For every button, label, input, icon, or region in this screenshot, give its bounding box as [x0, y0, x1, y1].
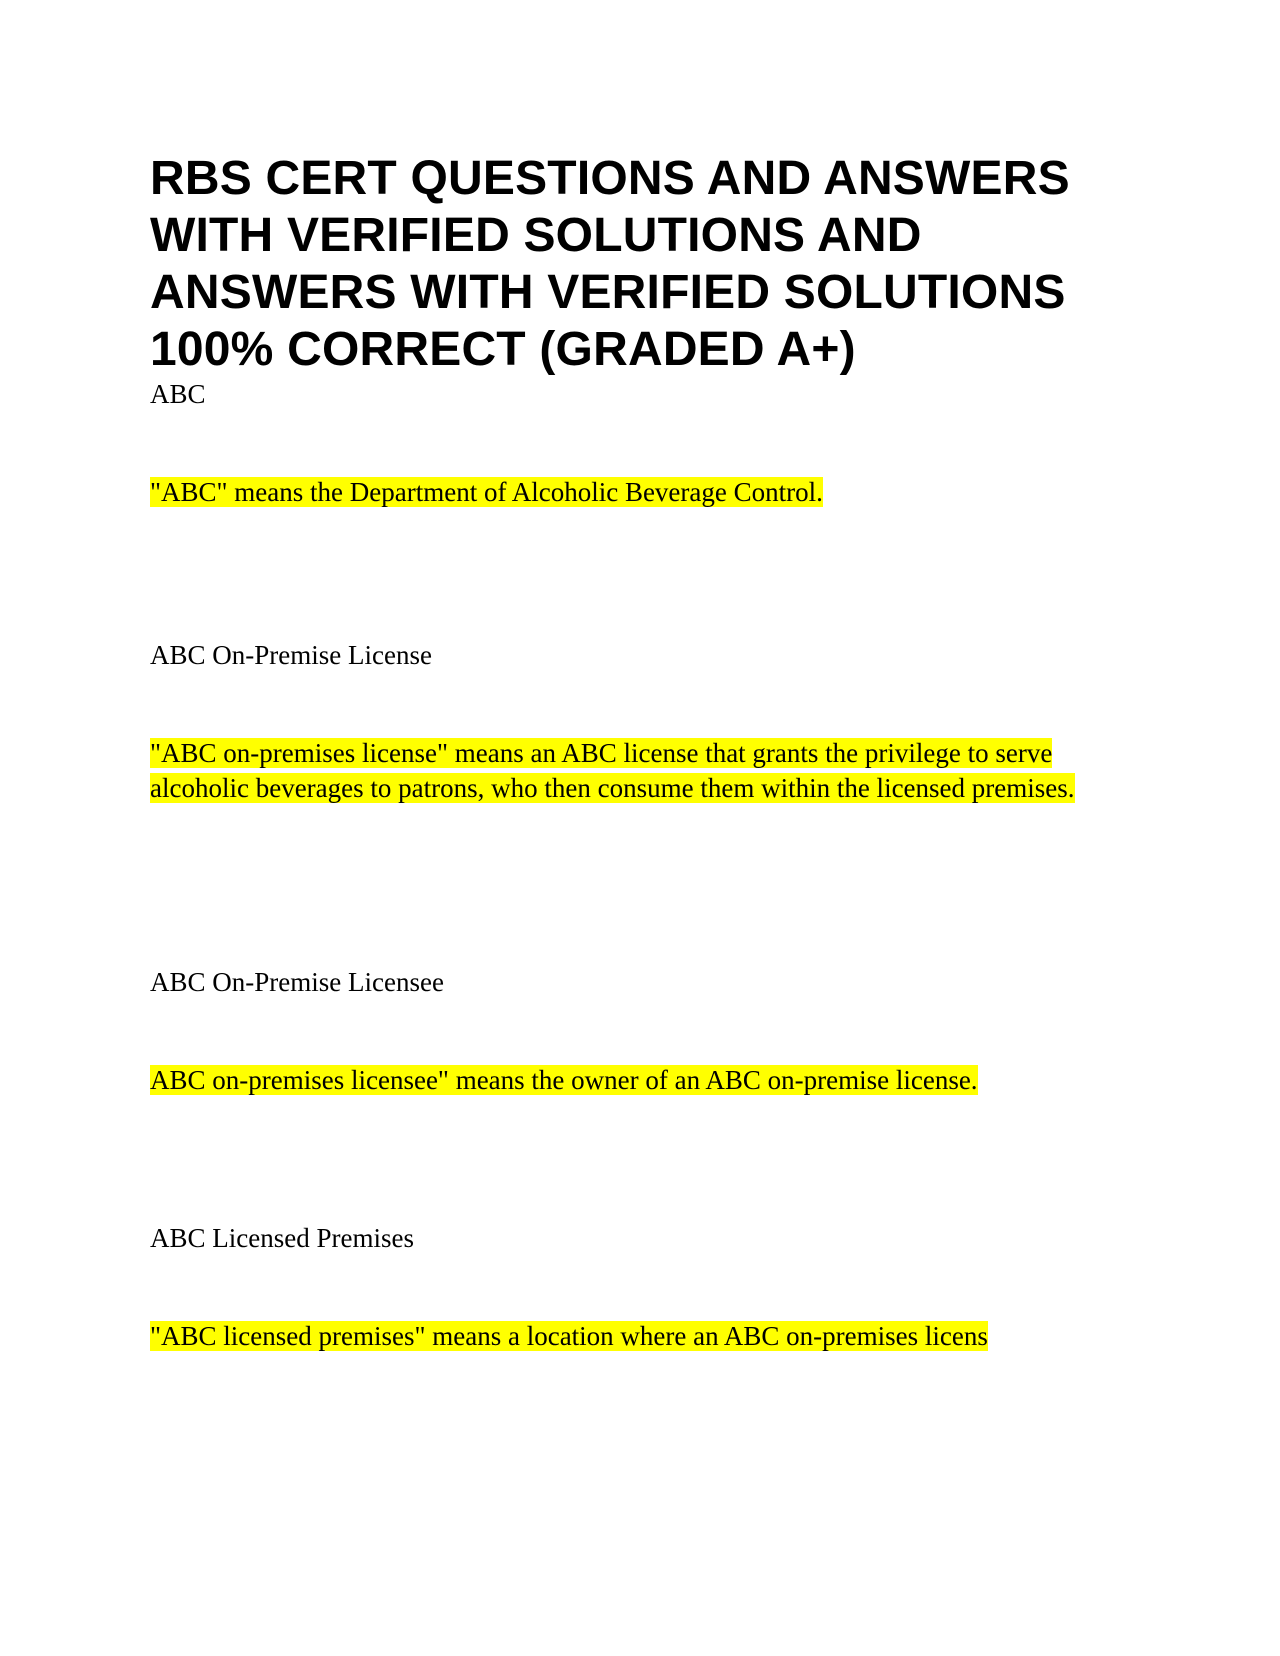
term-abc-on-premise-licensee: ABC On-Premise Licensee	[150, 967, 444, 997]
definition-abc-on-premise-license	[150, 736, 1120, 806]
definition-abc-licensed-premises	[150, 1319, 1120, 1354]
term-abc: ABC	[150, 379, 206, 409]
highlighted-text: ABC on-premises licensee" means the owner of an ABC on-premise license.	[150, 1065, 978, 1095]
page-header-mark	[600, 0, 660, 3]
definition-abc	[150, 475, 1120, 510]
definition-abc-on-premise-licensee	[150, 1063, 1120, 1098]
term-abc-on-premise-license: ABC On-Premise License	[150, 640, 432, 670]
term-abc-licensed-premises: ABC Licensed Premises	[150, 1223, 414, 1253]
highlighted-text: "ABC on-premises license" means an ABC license that grants the privilege to serve alcoholic beverages to patrons, who then consume them within the licensed premises.	[150, 738, 1075, 803]
highlighted-text: "ABC licensed premises" means a location where an ABC on-premises licens	[150, 1321, 988, 1351]
highlighted-text: "ABC" means the Department of Alcoholic Beverage Control.	[150, 477, 823, 507]
document-title: RBS CERT QUESTIONS AND ANSWERS WITH VERIFIED SOLUTIONS AND ANSWERS WITH VERIFIED SOLUTIONS 100% CORRECT (GRADED A+)	[150, 152, 1070, 376]
